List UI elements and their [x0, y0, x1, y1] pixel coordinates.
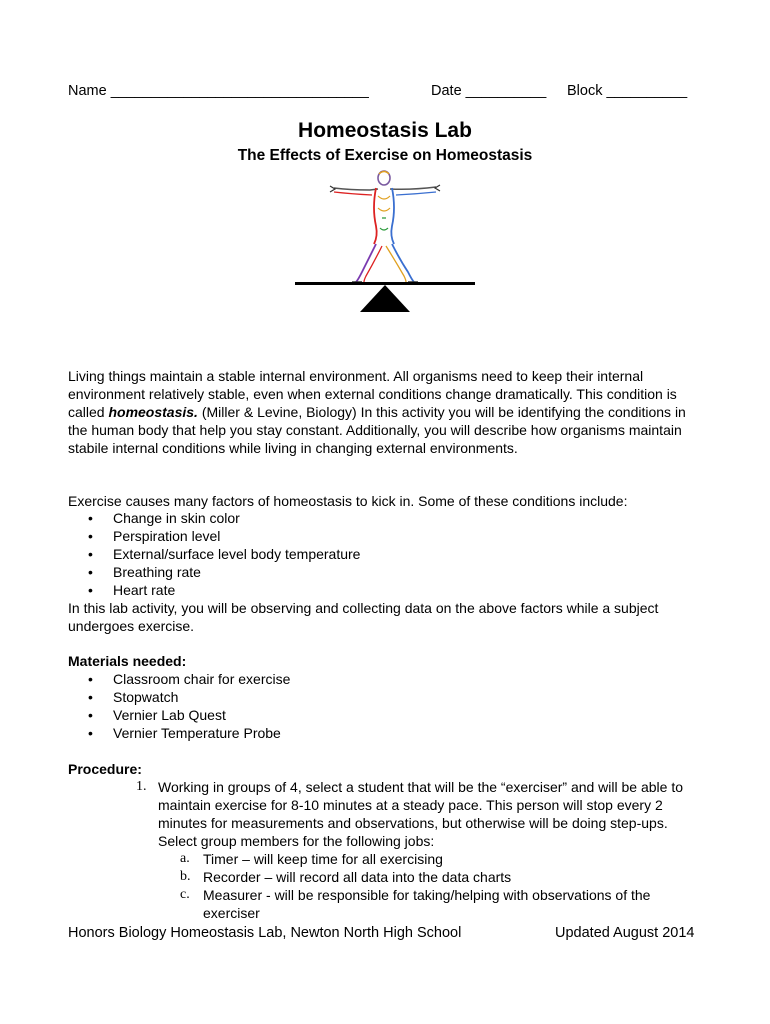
job-text: Timer – will keep time for all exercising	[203, 851, 443, 867]
exercise-lead: Exercise causes many factors of homeostasis to kick in. Some of these conditions include:	[68, 493, 628, 509]
list-item: • External/surface level body temperature	[68, 546, 360, 564]
procedure-heading: Procedure:	[68, 761, 142, 777]
job-item-measurer	[180, 886, 710, 922]
document-title: Homeostasis Lab	[298, 119, 472, 142]
job-letter: c.	[180, 887, 190, 902]
job-item-timer	[180, 850, 710, 868]
footer-course: Honors Biology Homeostasis Lab, Newton North High School	[68, 925, 462, 941]
job-letter: a.	[180, 851, 190, 866]
footer-updated: Updated August 2014	[555, 925, 695, 941]
list-item: • Vernier Temperature Probe	[68, 725, 290, 743]
factor-list	[68, 510, 360, 600]
intro-text-after: (Miller & Levine, Biology) In this activity you will be identifying the conditions in the human body that help you stay constant. Additionally, you will describe how organisms maintain stabile internal conditions while living in changing external environments.	[68, 404, 686, 456]
exercise-closing: In this lab activity, you will be observing and collecting data on the above factors while a subject undergoes exercise.	[68, 600, 659, 634]
list-item: • Change in skin color	[68, 510, 360, 528]
document-subtitle: The Effects of Exercise on Homeostasis	[237, 147, 533, 164]
intro-paragraph	[68, 367, 708, 457]
step-text: Working in groups of 4, select a student that will be the “exerciser” and will be able to maintain exercise for 8-10 minutes at a steady pace. This person will stop every 2 minutes for measurements and observations, but otherwise will be doing step-ups. Select group members for the following jobs:	[158, 779, 684, 849]
materials-heading: Materials needed:	[68, 653, 187, 669]
list-item: • Heart rate	[68, 582, 360, 600]
block-field-label: Block __________	[567, 83, 688, 99]
materials-list	[68, 671, 290, 743]
procedure-step-1	[136, 778, 706, 850]
person-balancing-on-seesaw-icon	[290, 168, 480, 316]
intro-text-before: Living things maintain a stable internal environment. All organisms need to keep their internal environment relatively stable, even when external conditions change dramatically. This condition is called	[68, 368, 677, 420]
list-item: • Breathing rate	[68, 564, 360, 582]
list-item: • Classroom chair for exercise	[68, 671, 290, 689]
name-field-label: Name ________________________________	[68, 83, 369, 99]
list-item: • Perspiration level	[68, 528, 360, 546]
date-field-label: Date __________	[431, 83, 547, 99]
list-item: • Vernier Lab Quest	[68, 707, 290, 725]
job-letter: b.	[180, 869, 191, 884]
homeostasis-term: homeostasis.	[108, 404, 198, 420]
step-number: 1.	[136, 779, 147, 794]
job-text: Recorder – will record all data into the data charts	[203, 869, 512, 885]
list-item: • Stopwatch	[68, 689, 290, 707]
job-text: Measurer - will be responsible for taking/helping with observations of the exerciser	[203, 887, 651, 921]
job-item-recorder	[180, 868, 710, 886]
